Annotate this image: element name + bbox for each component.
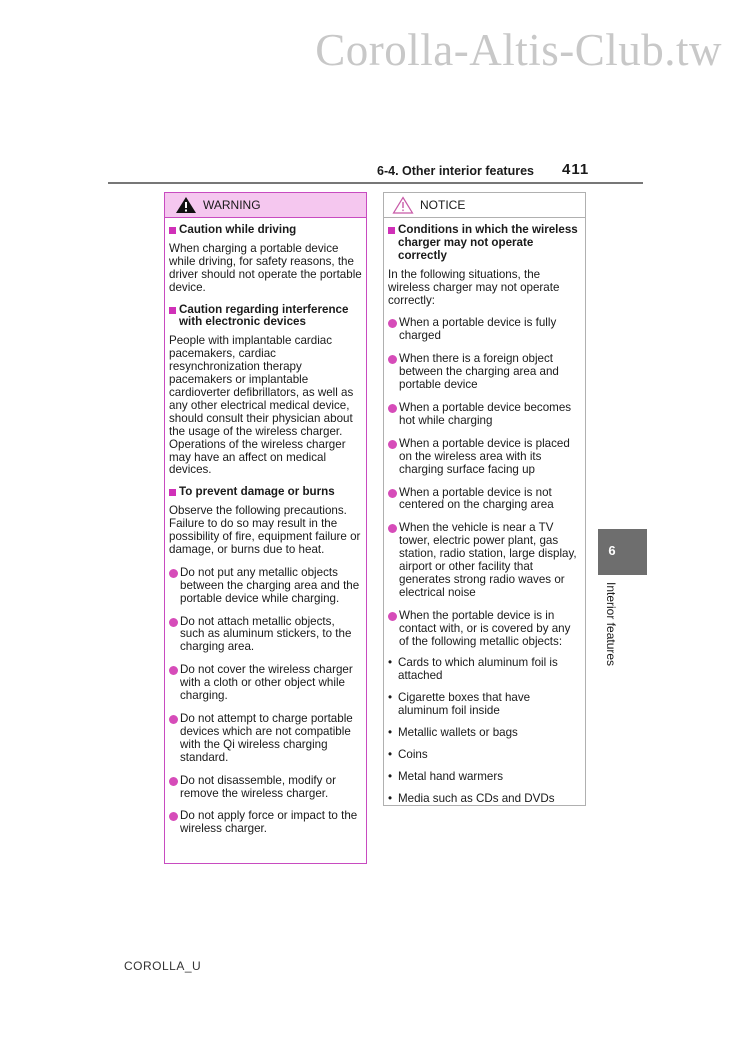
warning-subheading <box>169 486 362 499</box>
notice-sub-text: Metallic wallets or bags <box>398 726 518 740</box>
warning-paragraph: When charging a portable device while driving, for safety reasons, the driver should not operate the portable device. <box>169 241 362 294</box>
notice-sub-item <box>388 657 581 683</box>
warning-bullet-item <box>169 664 362 703</box>
notice-sub-text: Cards to which aluminum foil is attached <box>398 656 558 683</box>
small-dot-icon: • <box>388 748 393 761</box>
square-bullet-icon <box>388 227 395 234</box>
notice-bullet-item <box>388 353 581 392</box>
footer-model: COROLLA_U <box>124 959 202 973</box>
warning-paragraph: People with implantable cardiac pacemakers, cardiac resynchronization therapy pacemakers or implantable cardioverter defibrillators, as well as any other electrical medical device, should consult their physician about the usage of the wireless charger. <box>169 334 354 438</box>
notice-sub-item <box>388 793 581 806</box>
notice-bullet-text: When the vehicle is near a TV tower, electric power plant, gas station, radio station, large display, airport or other facility that generates strong radio waves or electrical noise <box>399 521 577 599</box>
warning-bullet-item <box>169 567 362 606</box>
notice-bullet-item <box>388 402 581 428</box>
warning-bullet-item <box>169 616 362 655</box>
circle-bullet-icon <box>169 666 178 675</box>
notice-bullet-text: When a portable device is not centered on the charging area <box>399 485 554 512</box>
notice-subheading <box>388 224 581 263</box>
notice-heading-text: Conditions in which the wireless charger may not operate correctly <box>398 223 578 262</box>
warning-box <box>164 192 367 864</box>
notice-sub-text: Metal hand warmers <box>398 769 504 783</box>
notice-triangle-icon <box>392 196 414 214</box>
warning-bullet-text: Do not attach metallic objects, such as aluminum stickers, to the charging area. <box>180 614 352 654</box>
notice-bullet-text: When a portable device is placed on the wireless area with its charging surface facing up <box>399 436 570 476</box>
warning-heading-text: To prevent damage or burns <box>179 485 335 499</box>
warning-bullet-text: Do not attempt to charge portable devices which are not compatible with the Qi wireless charging standard. <box>180 712 353 764</box>
warning-bullet-item <box>169 810 362 836</box>
small-dot-icon: • <box>388 791 393 805</box>
small-dot-icon: • <box>388 769 393 783</box>
notice-sub-item <box>388 749 581 762</box>
notice-bullet-item <box>388 438 581 477</box>
warning-title: WARNING <box>203 197 261 212</box>
warning-heading-text: Caution regarding interference with electronic devices <box>179 302 349 329</box>
warning-paragraph: Failure to do so may result in the possibility of fire, equipment failure or damage, or burns due to heat. <box>169 517 361 556</box>
notice-bullet-item <box>388 610 581 649</box>
small-dot-icon: • <box>388 726 393 740</box>
chapter-number: 6 <box>608 543 616 558</box>
warning-paragraph: Observe the following precautions. <box>169 504 347 518</box>
watermark: Corolla-Altis-Club.tw <box>315 25 722 75</box>
warning-bullet-item <box>169 775 362 801</box>
square-bullet-icon <box>169 227 176 234</box>
warning-bullet-text: Do not cover the wireless charger with a cloth or other object while charging. <box>180 663 353 703</box>
notice-bullet-item <box>388 487 581 513</box>
notice-bullet-text: When a portable device is fully charged <box>399 316 557 343</box>
warning-body <box>165 218 366 836</box>
notice-sub-item <box>388 727 581 740</box>
circle-bullet-icon <box>169 777 178 786</box>
warning-subheading <box>169 224 362 237</box>
page-number: 411 <box>562 161 590 178</box>
square-bullet-icon <box>169 307 176 314</box>
square-bullet-icon <box>169 489 176 496</box>
circle-bullet-icon <box>388 440 397 449</box>
notice-intro: In the following situations, the wireless charger may not operate correctly: <box>388 267 560 307</box>
circle-bullet-icon <box>388 355 397 364</box>
notice-bullet-text: When the portable device is in contact with, or is covered by any of the following metallic objects: <box>399 608 571 648</box>
circle-bullet-icon <box>169 569 178 578</box>
circle-bullet-icon <box>169 715 178 724</box>
circle-bullet-icon <box>388 319 397 328</box>
warning-header <box>165 193 366 218</box>
circle-bullet-icon <box>388 524 397 533</box>
warning-heading-text: Caution while driving <box>179 223 297 236</box>
warning-bullet-text: Do not apply force or impact to the wireless charger. <box>180 809 358 836</box>
circle-bullet-icon <box>388 489 397 498</box>
notice-header <box>384 193 585 218</box>
circle-bullet-icon <box>169 618 178 627</box>
chapter-label: Interior features <box>604 582 618 667</box>
circle-bullet-icon <box>388 612 397 621</box>
notice-sub-text: Coins <box>398 748 428 761</box>
notice-bullet-text: When there is a foreign object between the charging area and portable device <box>399 352 559 392</box>
warning-bullet-text: Do not put any metallic objects between the charging area and the portable device while charging. <box>180 565 360 605</box>
notice-bullet-item <box>388 522 581 599</box>
notice-sub-item <box>388 692 581 718</box>
notice-sub-item <box>388 771 581 784</box>
header-rule <box>108 182 643 184</box>
notice-sub-text: Cigarette boxes that have aluminum foil inside <box>398 691 531 718</box>
notice-body <box>384 218 585 806</box>
section-title: 6-4. Other interior features <box>377 164 534 178</box>
small-dot-icon: • <box>388 691 393 705</box>
circle-bullet-icon <box>388 404 397 413</box>
warning-subheading <box>169 304 362 330</box>
notice-title: NOTICE <box>420 197 466 212</box>
notice-sub-text: Media such as CDs and DVDs <box>398 791 555 805</box>
notice-box <box>383 192 586 806</box>
notice-sub-list <box>388 657 581 805</box>
notice-bullet-text: When a portable device becomes hot while charging <box>399 400 572 427</box>
warning-paragraph: Operations of the wireless charger may have an affect on medical devices. <box>169 437 346 477</box>
warning-triangle-icon <box>175 196 197 214</box>
notice-bullet-item <box>388 317 581 343</box>
warning-bullet-item <box>169 713 362 765</box>
circle-bullet-icon <box>169 812 178 821</box>
small-dot-icon: • <box>388 656 393 670</box>
notice-bullet-list <box>388 317 581 648</box>
warning-bullet-text: Do not disassemble, modify or remove the wireless charger. <box>180 773 336 800</box>
